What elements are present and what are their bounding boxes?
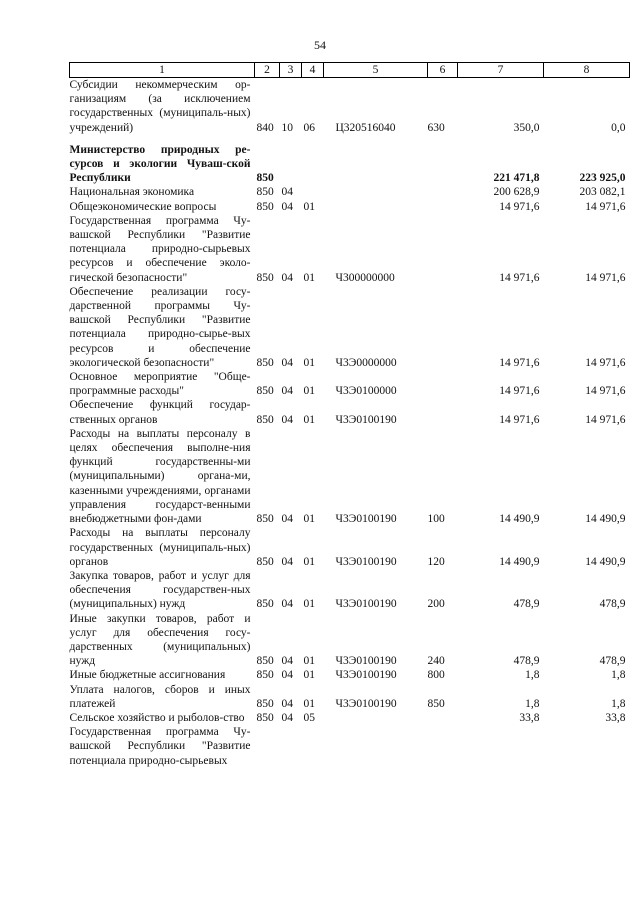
row-admin-code: 850 <box>256 697 274 710</box>
row-section: 04 <box>281 598 293 611</box>
row-subsection <box>302 185 324 199</box>
table-row <box>70 214 630 285</box>
table-row <box>70 612 630 669</box>
row-amount-year1: 14 971,6 <box>499 413 540 426</box>
column-header-1: 1 <box>70 63 255 78</box>
row-target-article: Ч3Э0100190 <box>335 655 397 668</box>
budget-table <box>69 62 630 768</box>
row-name: Сельское хозяйство и рыболов-ство <box>69 711 245 724</box>
row-admin-code <box>255 725 280 768</box>
row-amount-year1: 478,9 <box>513 655 540 668</box>
row-section: 10 <box>281 121 293 134</box>
row-admin-code: 850 <box>256 200 274 213</box>
row-name: Основное мероприятие "Обще-программные расходы" <box>69 371 251 398</box>
row-name: Обеспечение функций государ-ственных органов <box>69 399 251 426</box>
row-target-article: Ц320516040 <box>335 121 396 134</box>
row-amount-year2: 203 082,1 <box>579 186 626 199</box>
table-row <box>70 725 630 768</box>
row-expense-type <box>428 398 458 426</box>
row-section: 04 <box>281 186 293 199</box>
column-header-2: 2 <box>255 63 280 78</box>
row-amount-year2: 1,8 <box>611 669 626 682</box>
row-expense-type: 240 <box>427 655 445 668</box>
row-expense-type: 630 <box>427 121 445 134</box>
row-section: 04 <box>281 513 293 526</box>
table-row <box>70 200 630 214</box>
row-subsection: 06 <box>303 121 315 134</box>
row-target-article: Ч3Э0100190 <box>335 598 397 611</box>
row-admin-code: 850 <box>256 271 274 284</box>
row-target-article: Ч3Э0100190 <box>335 413 397 426</box>
row-name: Уплата налогов, сборов и иных платежей <box>69 683 251 710</box>
row-amount-year2: 478,9 <box>599 598 626 611</box>
row-expense-type: 200 <box>427 598 445 611</box>
row-subsection: 01 <box>303 655 315 668</box>
row-subsection: 01 <box>303 697 315 710</box>
row-section: 04 <box>281 711 293 724</box>
table-row <box>70 78 630 135</box>
row-amount-year2: 14 971,6 <box>585 356 626 369</box>
row-subsection: 05 <box>303 711 315 724</box>
row-expense-type <box>428 214 458 285</box>
row-name: Субсидии некоммерческим ор-ганизациям (за исключением государственных (муниципаль-ных) учреждений) <box>69 79 251 134</box>
row-amount-year1: 1,8 <box>525 697 540 710</box>
row-subsection: 01 <box>303 598 315 611</box>
row-amount-year1: 1,8 <box>525 669 540 682</box>
row-section: 04 <box>281 385 293 398</box>
row-section <box>280 725 302 768</box>
row-subsection: 01 <box>303 271 315 284</box>
row-amount-year1: 14 971,6 <box>499 356 540 369</box>
row-name: Расходы на выплаты персоналу государственных (муниципаль-ных) органов <box>69 527 251 568</box>
row-expense-type <box>428 135 458 186</box>
row-subsection: 01 <box>303 513 315 526</box>
row-amount-year2: 223 925,0 <box>579 172 626 185</box>
row-target-article <box>324 135 428 186</box>
row-target-article: Ч3Э0100000 <box>335 385 397 398</box>
row-target-article <box>324 185 428 199</box>
row-target-article: Ч3Э0100190 <box>335 513 397 526</box>
row-amount-year1: 478,9 <box>513 598 540 611</box>
row-amount-year1: 33,8 <box>519 711 540 724</box>
row-expense-type: 100 <box>427 513 445 526</box>
row-subsection: 01 <box>303 413 315 426</box>
row-admin-code: 850 <box>256 598 274 611</box>
table-row <box>70 569 630 612</box>
row-amount-year1 <box>458 725 544 768</box>
row-section: 04 <box>281 655 293 668</box>
row-amount-year1: 14 971,6 <box>499 200 540 213</box>
row-amount-year2: 14 490,9 <box>585 513 626 526</box>
table-row <box>70 370 630 398</box>
row-name: Закупка товаров, работ и услуг для обеспечения государствен-ных (муниципальных) нужд <box>69 569 251 611</box>
row-section: 04 <box>281 669 293 682</box>
table-row <box>70 135 630 186</box>
row-name: Расходы на выплаты персоналу в целях обеспечения выполне-ния функций государственны-ми (муниципальными) органа-ми, казенными учреждениями, органами управления государст-венными внебюджетными фон-дами <box>69 427 251 526</box>
row-amount-year1: 221 471,8 <box>493 172 540 185</box>
row-amount-year2: 14 971,6 <box>585 413 626 426</box>
row-expense-type <box>428 285 458 370</box>
row-amount-year2: 478,9 <box>599 655 626 668</box>
row-target-article: Ч300000000 <box>335 271 395 284</box>
row-admin-code: 850 <box>256 655 274 668</box>
row-amount-year2: 14 490,9 <box>585 555 626 568</box>
column-header-6: 6 <box>428 63 458 78</box>
row-target-article: Ч3Э0100190 <box>335 669 397 682</box>
row-target-article: Ч3Э0000000 <box>335 356 397 369</box>
row-expense-type <box>428 185 458 199</box>
row-name: Обеспечение реализации госу-дарственной программы Чу-вашской Республики "Развитие потенциала природно-сырье-вых ресурсов и обеспечение экологической безопасности" <box>69 285 251 369</box>
table-row <box>70 668 630 682</box>
row-amount-year2: 1,8 <box>611 697 626 710</box>
row-admin-code: 850 <box>256 385 274 398</box>
row-section <box>280 135 302 186</box>
row-expense-type <box>428 200 458 214</box>
row-target-article <box>324 711 428 725</box>
header-row <box>70 63 630 78</box>
row-name: Национальная экономика <box>69 186 195 199</box>
table-row <box>70 398 630 426</box>
row-section: 04 <box>281 697 293 710</box>
row-amount-year1: 14 490,9 <box>499 513 540 526</box>
row-amount-year2: 14 971,6 <box>585 271 626 284</box>
row-name: Иные закупки товаров, работ и услуг для обеспечения госу-дарственных (муниципальных) нужд <box>69 612 251 668</box>
row-section: 04 <box>281 356 293 369</box>
row-name: Государственная программа Чу-вашской Республики "Развитие потенциала природно-сырьевых <box>69 726 251 767</box>
row-expense-type <box>428 725 458 768</box>
row-subsection: 01 <box>303 555 315 568</box>
table-row <box>70 427 630 526</box>
row-target-article: Ч3Э0100190 <box>335 697 397 710</box>
row-amount-year1: 350,0 <box>513 121 540 134</box>
row-admin-code: 850 <box>256 186 274 199</box>
row-section: 04 <box>281 555 293 568</box>
row-name: Иные бюджетные ассигнования <box>69 669 226 682</box>
row-amount-year2: 14 971,6 <box>585 200 626 213</box>
row-expense-type: 120 <box>427 555 445 568</box>
row-expense-type: 800 <box>427 669 445 682</box>
column-header-7: 7 <box>458 63 544 78</box>
row-subsection: 01 <box>303 356 315 369</box>
table-header <box>70 63 630 78</box>
page-number: 54 <box>314 38 326 52</box>
row-admin-code: 850 <box>256 555 274 568</box>
row-target-article: Ч3Э0100190 <box>335 555 397 568</box>
row-admin-code: 850 <box>256 669 274 682</box>
row-amount-year2: 33,8 <box>605 711 626 724</box>
row-expense-type <box>428 711 458 725</box>
row-target-article <box>324 200 428 214</box>
row-subsection <box>302 725 324 768</box>
row-subsection <box>302 135 324 186</box>
row-admin-code: 840 <box>256 121 274 134</box>
row-target-article <box>324 725 428 768</box>
table-row <box>70 683 630 711</box>
row-name: Министерство природных ре-сурсов и экологии Чуваш-ской Республики <box>69 143 251 185</box>
row-amount-year1: 14 971,6 <box>499 385 540 398</box>
row-admin-code: 850 <box>256 513 274 526</box>
table-row <box>70 526 630 569</box>
column-header-5: 5 <box>324 63 428 78</box>
row-section: 04 <box>281 200 293 213</box>
column-header-3: 3 <box>280 63 302 78</box>
row-section: 04 <box>281 413 293 426</box>
row-amount-year2 <box>544 725 630 768</box>
column-header-8: 8 <box>544 63 630 78</box>
row-subsection: 01 <box>303 200 315 213</box>
row-name: Государственная программа Чу-вашской Республики "Развитие потенциала природно-сырьевых ресурсов и обеспечение эколо-гической безопасности" <box>69 214 251 284</box>
row-admin-code: 850 <box>256 413 274 426</box>
row-expense-type: 850 <box>427 697 445 710</box>
table-body <box>70 78 630 768</box>
table-row <box>70 185 630 199</box>
row-expense-type <box>428 370 458 398</box>
row-name: Общеэкономические вопросы <box>69 200 217 213</box>
row-amount-year1: 14 490,9 <box>499 555 540 568</box>
row-admin-code: 850 <box>256 356 274 369</box>
row-subsection: 01 <box>303 385 315 398</box>
row-amount-year1: 200 628,9 <box>493 186 540 199</box>
row-section: 04 <box>281 271 293 284</box>
column-header-4: 4 <box>302 63 324 78</box>
row-amount-year2: 14 971,6 <box>585 385 626 398</box>
table-row <box>70 711 630 725</box>
row-amount-year2: 0,0 <box>611 121 626 134</box>
row-admin-code: 850 <box>256 172 274 185</box>
row-subsection: 01 <box>303 669 315 682</box>
row-admin-code: 850 <box>256 711 274 724</box>
table-row <box>70 285 630 370</box>
row-amount-year1: 14 971,6 <box>499 271 540 284</box>
